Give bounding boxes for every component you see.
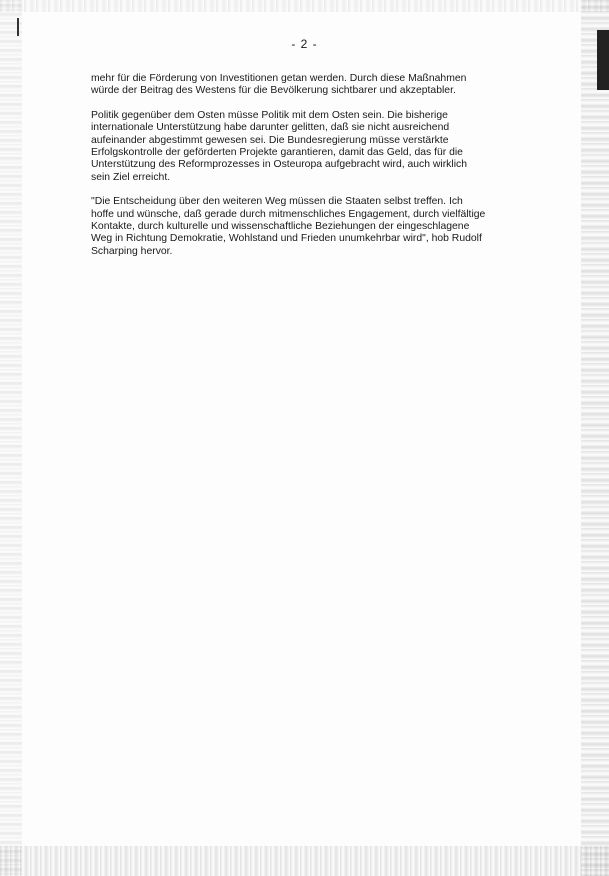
text-line: sein Ziel erreicht. — [91, 171, 171, 183]
text-line: hoffe und wünsche, daß gerade durch mitmenschliches Engagement, durch vielfältige — [91, 208, 486, 220]
scan-noise-bottom — [0, 846, 609, 876]
text-line: Scharping hervor. — [91, 245, 173, 257]
scan-noise-top — [0, 0, 609, 12]
body-text — [91, 73, 531, 270]
scan-noise-left — [0, 0, 22, 876]
text-line: Erfolgskontrolle der geförderten Projekte garantieren, damit das Geld, das für die — [91, 147, 463, 159]
paragraph-3 — [91, 196, 531, 258]
text-line: mehr für die Förderung von Investitionen getan werden. Durch diese Maßnahmen — [91, 73, 467, 84]
text-line: internationale Unterstützung habe darunter gelitten, daß sie nicht ausreichend — [91, 122, 450, 134]
paragraph-1 — [91, 73, 531, 98]
text-line: aufeinander abgestimmt gewesen sei. Die Bundesregierung müsse verstärkte — [91, 134, 449, 146]
paragraph-2 — [91, 110, 531, 184]
text-line: Unterstützung des Reformprozesses in Osteuropa aufgebracht wird, auch wirklich — [91, 159, 467, 171]
text-line: Kontakte, durch kulturelle und wissenschaftliche Beziehungen der eingeschlagene — [91, 221, 470, 233]
text-line: "Die Entscheidung über den weiteren Weg müssen die Staaten selbst treffen. Ich — [91, 196, 463, 208]
scan-mark — [17, 18, 19, 36]
text-line: Politik gegenüber dem Osten müsse Politik mit dem Osten sein. Die bisherige — [91, 109, 448, 121]
page-number: - 2 - — [291, 37, 318, 51]
text-line: Weg in Richtung Demokratie, Wohlstand und Frieden unumkehrbar wird", hob Rudolf — [91, 233, 482, 245]
text-line: würde der Beitrag des Westens für die Bevölkerung sichtbarer und akzeptabler. — [91, 85, 456, 97]
scan-noise-right — [581, 0, 609, 876]
